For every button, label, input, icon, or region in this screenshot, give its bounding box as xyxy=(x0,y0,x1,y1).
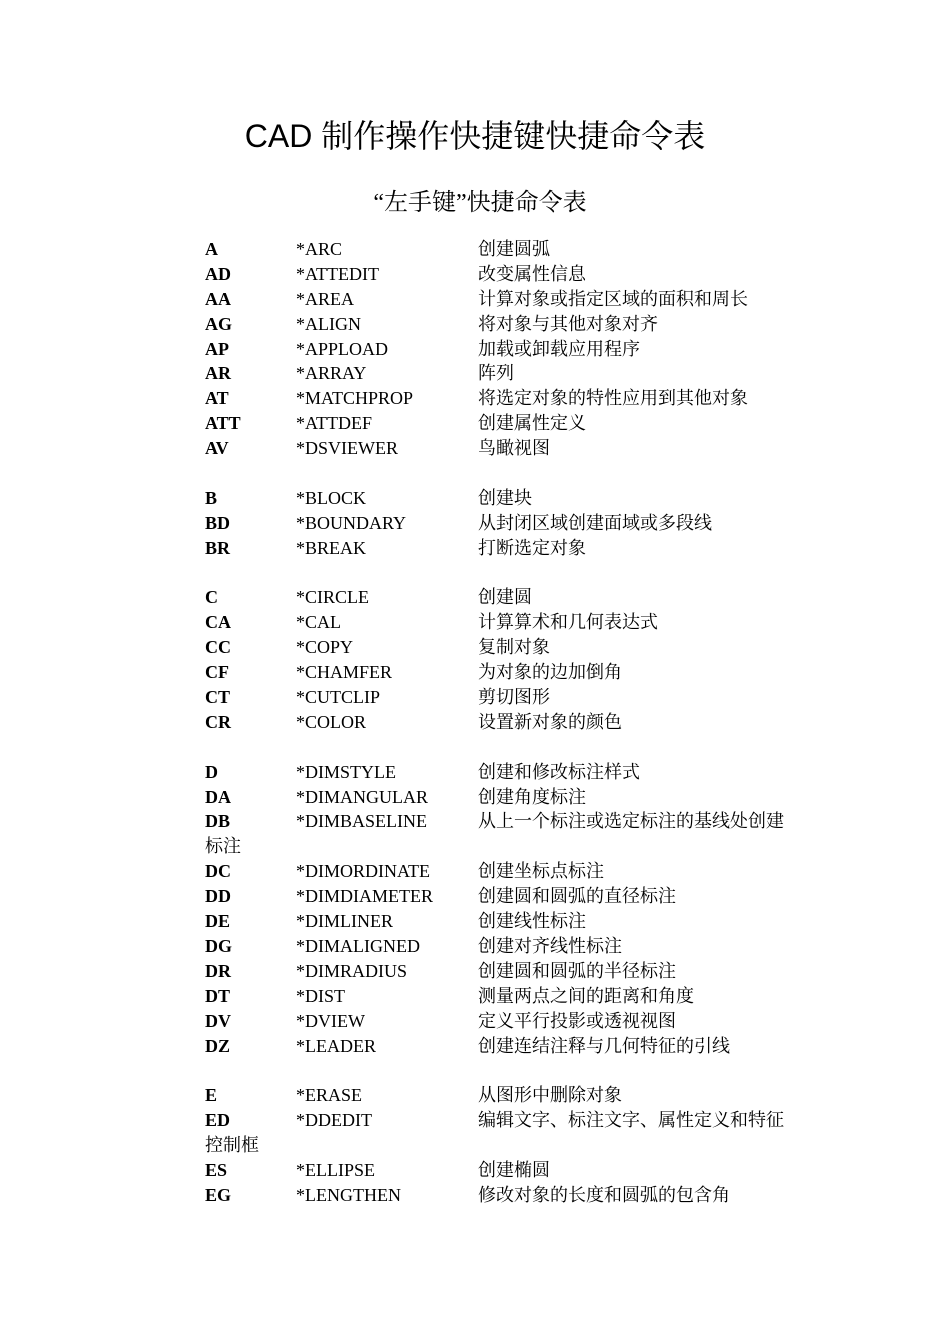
shortcut-alias: DR xyxy=(205,960,231,981)
shortcut-command: *LENGTHEN xyxy=(296,1184,401,1205)
shortcut-description: 计算算术和几何表达式 xyxy=(478,612,658,633)
shortcut-description-wrap: 标注 xyxy=(205,836,241,857)
shortcut-description: 复制对象 xyxy=(478,637,550,658)
shortcut-description: 创建块 xyxy=(478,487,532,508)
shortcut-row xyxy=(205,884,825,909)
shortcut-alias: DD xyxy=(205,886,231,907)
shortcut-alias: DZ xyxy=(205,1035,231,1056)
shortcut-alias: A xyxy=(205,239,218,259)
shortcut-command: *ALIGN xyxy=(296,313,361,334)
shortcut-command: *AREA xyxy=(296,288,354,309)
shortcut-row xyxy=(205,1158,825,1183)
shortcut-row xyxy=(205,1183,825,1208)
shortcut-description: 创建线性标注 xyxy=(478,911,586,932)
shortcut-description: 设置新对象的颜色 xyxy=(478,711,622,732)
shortcut-list xyxy=(205,237,825,1208)
group-spacer xyxy=(205,561,825,586)
shortcut-description: 为对象的边加倒角 xyxy=(478,662,622,683)
shortcut-alias: DA xyxy=(205,786,231,807)
shortcut-description-wrap: 控制框 xyxy=(205,1135,259,1156)
shortcut-row xyxy=(205,1108,825,1133)
shortcut-command: *DIMORDINATE xyxy=(296,861,430,882)
shortcut-alias: BR xyxy=(205,537,231,558)
shortcut-description: 剪切图形 xyxy=(478,687,550,708)
shortcut-row xyxy=(205,1083,825,1108)
shortcut-row xyxy=(205,635,825,660)
shortcut-row xyxy=(205,1009,825,1034)
shortcut-command: *CUTCLIP xyxy=(296,687,381,708)
shortcut-command: *DDEDIT xyxy=(296,1110,372,1131)
shortcut-description: 改变属性信息 xyxy=(478,263,586,284)
shortcut-row xyxy=(205,262,825,287)
shortcut-description: 将选定对象的特性应用到其他对象 xyxy=(478,388,748,409)
shortcut-alias: AV xyxy=(205,438,229,459)
shortcut-description: 创建椭圆 xyxy=(478,1159,550,1180)
shortcut-alias: AD xyxy=(205,263,231,284)
shortcut-description: 创建和修改标注样式 xyxy=(478,761,640,782)
shortcut-row xyxy=(205,959,825,984)
shortcut-command: *ELLIPSE xyxy=(296,1159,375,1180)
shortcut-alias: AT xyxy=(205,388,229,409)
shortcut-command: *DIMALIGNED xyxy=(296,935,420,956)
shortcut-command: *DVIEW xyxy=(296,1010,365,1031)
page-title: CAD 制作操作快捷键快捷命令表 xyxy=(244,118,706,154)
shortcut-row xyxy=(205,337,825,362)
shortcut-alias: CT xyxy=(205,687,231,708)
shortcut-description: 创建对齐线性标注 xyxy=(478,935,622,956)
shortcut-alias: AP xyxy=(205,338,229,359)
shortcut-description: 打断选定对象 xyxy=(478,537,586,558)
shortcut-description: 创建连结注释与几何特征的引线 xyxy=(478,1035,730,1056)
shortcut-command: *COLOR xyxy=(296,711,367,732)
shortcut-row xyxy=(205,486,825,511)
shortcut-row xyxy=(205,436,825,461)
shortcut-alias: DC xyxy=(205,861,231,882)
shortcut-row xyxy=(205,237,825,262)
shortcut-description: 编辑文字、标注文字、属性定义和特征 xyxy=(478,1110,784,1131)
shortcut-row xyxy=(205,909,825,934)
shortcut-command: *CIRCLE xyxy=(296,587,370,608)
shortcut-command: *LEADER xyxy=(296,1035,376,1056)
shortcut-command: *ARC xyxy=(296,239,343,259)
shortcut-command: *DIMANGULAR xyxy=(296,786,428,807)
shortcut-description: 创建坐标点标注 xyxy=(478,861,604,882)
shortcut-alias: CC xyxy=(205,637,231,658)
shortcut-alias: DT xyxy=(205,985,231,1006)
shortcut-alias: CF xyxy=(205,662,229,683)
shortcut-description: 修改对象的长度和圆弧的包含角 xyxy=(478,1184,730,1205)
shortcut-alias: ATT xyxy=(205,413,241,434)
shortcut-row xyxy=(205,760,825,785)
shortcut-alias: DV xyxy=(205,1010,231,1031)
shortcut-description: 创建圆和圆弧的直径标注 xyxy=(478,886,676,907)
shortcut-alias: AG xyxy=(205,313,232,334)
shortcut-row xyxy=(205,685,825,710)
shortcut-alias: CR xyxy=(205,711,231,732)
shortcut-command: *ATTEDIT xyxy=(296,263,379,284)
shortcut-row xyxy=(205,660,825,685)
shortcut-description: 将对象与其他对象对齐 xyxy=(478,313,658,334)
shortcut-alias: C xyxy=(205,587,218,608)
shortcut-row xyxy=(205,1034,825,1059)
shortcut-alias: DB xyxy=(205,811,231,832)
group-spacer xyxy=(205,461,825,486)
shortcut-description: 创建角度标注 xyxy=(478,786,586,807)
shortcut-command: *DSVIEWER xyxy=(296,438,398,459)
shortcut-row xyxy=(205,785,825,810)
shortcut-row xyxy=(205,585,825,610)
shortcut-command: *DIST xyxy=(296,985,345,1006)
shortcut-row xyxy=(205,361,825,386)
shortcut-row xyxy=(205,809,825,834)
shortcut-description: 计算对象或指定区域的面积和周长 xyxy=(478,288,748,309)
shortcut-command: *ERASE xyxy=(296,1085,363,1106)
shortcut-command: *DIMSTYLE xyxy=(296,761,396,782)
shortcut-row xyxy=(205,312,825,337)
shortcut-description: 鸟瞰视图 xyxy=(478,438,550,459)
shortcut-alias: DG xyxy=(205,935,232,956)
shortcut-command: *MATCHPROP xyxy=(296,388,414,409)
shortcut-description: 阵列 xyxy=(478,363,514,384)
shortcut-command: *APPLOAD xyxy=(296,338,389,359)
shortcut-row xyxy=(205,411,825,436)
shortcut-row xyxy=(205,511,825,536)
shortcut-alias: B xyxy=(205,487,218,508)
shortcut-command: *ARRAY xyxy=(296,363,367,384)
shortcut-command: *DIMLINER xyxy=(296,911,393,932)
shortcut-row xyxy=(205,610,825,635)
shortcut-description: 创建圆弧 xyxy=(478,239,550,259)
shortcut-description: 从封闭区域创建面域或多段线 xyxy=(478,512,712,533)
group-spacer xyxy=(205,1058,825,1083)
group-spacer xyxy=(205,735,825,760)
shortcut-description: 从上一个标注或选定标注的基线处创建 xyxy=(478,811,784,832)
shortcut-row xyxy=(205,984,825,1009)
shortcut-alias: DE xyxy=(205,911,231,932)
shortcut-description-continuation xyxy=(205,834,825,859)
shortcut-row xyxy=(205,710,825,735)
shortcut-command: *DIMBASELINE xyxy=(296,811,427,832)
shortcut-command: *ATTDEF xyxy=(296,413,372,434)
shortcut-row xyxy=(205,934,825,959)
shortcut-command: *BLOCK xyxy=(296,487,367,508)
shortcut-alias: BD xyxy=(205,512,231,533)
shortcut-row xyxy=(205,386,825,411)
shortcut-command: *BOUNDARY xyxy=(296,512,407,533)
shortcut-description: 从图形中删除对象 xyxy=(478,1085,622,1106)
section-subtitle: “左手键”快捷命令表 xyxy=(373,190,587,216)
shortcut-alias: AR xyxy=(205,363,231,384)
shortcut-alias: ED xyxy=(205,1110,231,1131)
shortcut-description: 测量两点之间的距离和角度 xyxy=(478,985,694,1006)
shortcut-row xyxy=(205,859,825,884)
shortcut-command: *COPY xyxy=(296,637,354,658)
shortcut-row xyxy=(205,536,825,561)
shortcut-command: *DIMRADIUS xyxy=(296,960,408,981)
shortcut-alias: E xyxy=(205,1085,218,1106)
shortcut-alias: AA xyxy=(205,288,231,309)
shortcut-description-continuation xyxy=(205,1133,825,1158)
shortcut-description: 加载或卸载应用程序 xyxy=(478,338,640,359)
shortcut-command: *DIMDIAMETER xyxy=(296,886,433,907)
shortcut-command: *CAL xyxy=(296,612,341,633)
shortcut-description: 创建圆 xyxy=(478,587,532,608)
shortcut-alias: D xyxy=(205,761,218,782)
shortcut-description: 创建属性定义 xyxy=(478,413,586,434)
shortcut-row xyxy=(205,287,825,312)
shortcut-description: 定义平行投影或透视视图 xyxy=(478,1010,676,1031)
shortcut-command: *CHAMFER xyxy=(296,662,393,683)
shortcut-description: 创建圆和圆弧的半径标注 xyxy=(478,960,676,981)
shortcut-alias: EG xyxy=(205,1184,232,1205)
shortcut-alias: CA xyxy=(205,612,231,633)
shortcut-command: *BREAK xyxy=(296,537,367,558)
shortcut-alias: ES xyxy=(205,1159,228,1180)
